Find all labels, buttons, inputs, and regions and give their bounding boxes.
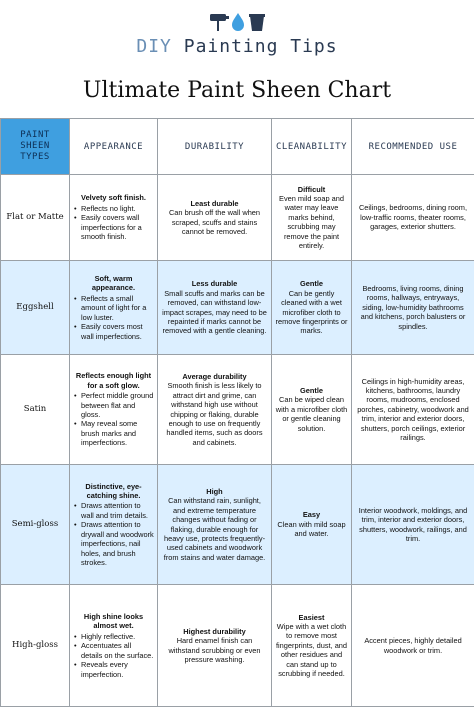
appearance-head: High shine looks almost wet. [83, 612, 144, 631]
recommended-cell: Accent pieces, highly detailed woodwork or trim. [352, 585, 474, 707]
header-recommended-use: RECOMMENDED USE [352, 119, 474, 175]
page-title: Ultimate Paint Sheen Chart [82, 78, 392, 103]
cleanability-head: Easiest [298, 612, 325, 622]
cleanability-cell [272, 465, 352, 585]
appearance-bullet: • Easily covers wall imperfections for a smooth finish. [73, 213, 154, 241]
header-durability: DURABILITY [158, 119, 272, 175]
table-header-row [1, 119, 474, 175]
logo-icons [208, 11, 268, 33]
brand-name-rest: Painting Tips [171, 36, 338, 57]
brand-logo [0, 6, 474, 56]
durability-head: High [206, 486, 223, 496]
appearance-cell [70, 465, 158, 585]
appearance-head: Distinctive, eye-catching shine. [85, 481, 142, 501]
paint-bucket-icon [249, 14, 265, 31]
sheen-name: Eggshell [1, 261, 70, 355]
appearance-bullet: • Highly reflective. [73, 632, 154, 641]
cleanability-head: Difficult [297, 184, 326, 194]
appearance-list [73, 391, 154, 447]
durability-text: Can withstand rain, sunlight, and extreme temperature changes without fading or flaking, durable enough for heavy use, protects frequently-used cabinets and woodwork from stains and water damage. [163, 496, 266, 562]
sheen-name: Flat or Matte [1, 175, 70, 261]
cleanability-text: Can be gently cleaned with a wet microfiber cloth to remove fingerprints or marks. [275, 288, 348, 336]
header-cleanability: CLEANABILITY [272, 119, 352, 175]
durability-cell [158, 585, 272, 707]
header-sheen-line1: PAINT [20, 130, 50, 140]
appearance-head: Reflects enough light for a soft glow. [75, 371, 152, 390]
sheen-name: Satin [1, 355, 70, 465]
durability-text: Can brush off the wall when scraped, scuffs and stains cannot be removed. [168, 208, 261, 236]
cleanability-head: Gentle [300, 279, 323, 289]
appearance-cell [70, 355, 158, 465]
durability-cell [158, 465, 272, 585]
appearance-cell [70, 175, 158, 261]
appearance-cell [70, 261, 158, 355]
durability-cell [158, 261, 272, 355]
cleanability-cell [272, 261, 352, 355]
brand-name-prefix: DIY [136, 36, 172, 57]
appearance-bullet: • Reflects a small amount of light for a low luster. [73, 294, 154, 322]
appearance-head: Soft, warm appearance. [91, 274, 136, 293]
appearance-list [73, 501, 154, 567]
header-sheen-line2: SHEEN [20, 141, 50, 151]
recommended-cell: Interior woodwork, moldings, and trim, interior and exterior doors, shutters, woodwork, railings, and trim. [352, 465, 474, 585]
appearance-cell [70, 585, 158, 707]
cleanability-cell [272, 585, 352, 707]
durability-text: Hard enamel finish can withstand scrubbing or even pressure washing. [168, 636, 261, 664]
sheen-name: Semi-gloss [1, 465, 70, 585]
cleanability-cell [272, 355, 352, 465]
paint-sheen-table [0, 118, 474, 707]
appearance-bullet: • Draws attention to wall and trim details. [73, 501, 154, 520]
header-sheen-line3: TYPES [20, 152, 50, 162]
table-row [1, 175, 474, 261]
brand-name [0, 36, 474, 57]
durability-head: Less durable [191, 279, 238, 289]
appearance-bullet: • May reveal some brush marks and imperfections. [73, 419, 154, 447]
recommended-cell: Ceilings, bedrooms, dining room, low-traffic rooms, theater rooms, garages, exterior shutters. [352, 175, 474, 261]
durability-text: Small scuffs and marks can be removed, can withstand low-impact scrapes, may need to be repainted if marks cannot be removed with a gentle cleaning. [162, 288, 267, 336]
paint-drop-icon [232, 13, 244, 31]
header-appearance: APPEARANCE [70, 119, 158, 175]
cleanability-head: Gentle [300, 385, 323, 395]
durability-text: Smooth finish is less likely to attract dirt and grime, can withstand high use without chipping or flaking, durable enough to use on frequently handled items, such as doors and cabinets. [166, 381, 263, 447]
table-row [1, 261, 474, 355]
durability-head: Average durability [182, 371, 247, 381]
header-sheen-types [1, 119, 70, 175]
table-row [1, 585, 474, 707]
table-row [1, 465, 474, 585]
cleanability-text: Clean with mild soap and water. [277, 519, 346, 539]
appearance-head: Velvety soft finish. [81, 193, 146, 203]
appearance-bullet: • Draws attention to drywall and woodwork imperfections, nail holes, and brush strokes. [73, 520, 154, 567]
appearance-bullet: • Reflects no light. [73, 204, 154, 213]
appearance-bullet: • Perfect middle ground between flat and gloss. [73, 391, 154, 419]
durability-cell [158, 175, 272, 261]
appearance-list [73, 204, 154, 242]
cleanability-text: Wipe with a wet cloth to remove most fingerprints, dust, and other residues and can stand up to scrubbing if needed. [275, 621, 348, 679]
paint-roller-icon [210, 14, 229, 31]
appearance-list [73, 294, 154, 341]
appearance-bullet: • Reveals every imperfection. [73, 660, 154, 679]
recommended-cell: Bedrooms, living rooms, dining rooms, hallways, entryways, siding, low-humidity bathrooms and kitchens, porch balusters or spindles. [352, 261, 474, 355]
cleanability-cell [272, 175, 352, 261]
durability-head: Highest durability [183, 626, 246, 636]
appearance-bullet: • Accentuates all details on the surface. [73, 641, 154, 660]
table-row [1, 355, 474, 465]
appearance-list [73, 632, 154, 679]
durability-head: Least durable [190, 198, 239, 208]
cleanability-text: Can be wiped clean with a microfiber cloth or gentle cleaning solution. [275, 395, 348, 433]
appearance-bullet: • Easily covers most wall imperfections. [73, 322, 154, 341]
cleanability-text: Even mild soap and water may leave marks behind, scrubbing may remove the paint entirely. [279, 193, 344, 251]
durability-cell [158, 355, 272, 465]
sheen-name: High-gloss [1, 585, 70, 707]
cleanability-head: Easy [302, 510, 321, 520]
recommended-cell: Ceilings in high-humidity areas, kitchens, bathrooms, laundry rooms, mudrooms, enclosed porches, cabinetry, woodwork and trim, interior and exterior doors, shutters, porch ceilings, exterior railings. [352, 355, 474, 465]
